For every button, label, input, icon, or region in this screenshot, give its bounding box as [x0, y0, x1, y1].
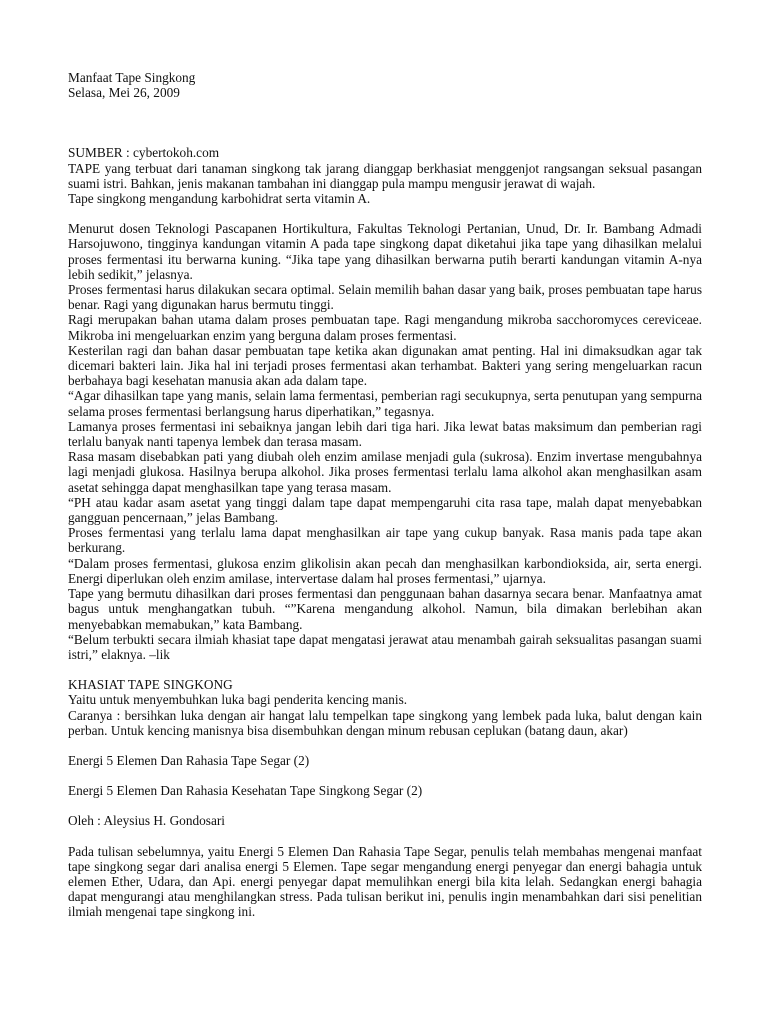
- body-paragraph: “Dalam proses fermentasi, glukosa enzim glikolisin akan pecah dan menghasilkan karbondioksida, air, serta energi. Energi diperlukan oleh enzim amilase, intervertase dalam hal proses fermentasi,” ujarnya.: [68, 555, 702, 586]
- spacer: [68, 206, 702, 221]
- document-date: Selasa, Mei 26, 2009: [68, 85, 180, 101]
- spacer: [68, 662, 702, 677]
- body-paragraph: Proses fermentasi yang terlalu lama dapat menghasilkan air tape yang cukup banyak. Rasa manis pada tape akan berkurang.: [68, 525, 702, 556]
- document-title: Manfaat Tape Singkong: [68, 70, 196, 85]
- body-paragraph: Kesterilan ragi dan bahan dasar pembuatan tape ketika akan digunakan amat penting. Hal ini dimaksudkan agar tak dicemari bakteri lain. Jika hal ini terjadi proses fermentasi akan terhambat. Bakteri yang sering mengeluarkan racun berbahaya bagi kesehatan manusia akan ada dalam tape.: [68, 342, 702, 389]
- khasiat-line: Caranya : bersihkan luka dengan air hangat lalu tempelkan tape singkong yang lembek pada luka, balut dengan kain perban. Untuk kencing manisnya bisa disembuhkan dengan minum rebusan ceplukan (batang daun, akar): [68, 707, 702, 738]
- spacer: [68, 768, 702, 783]
- body-paragraph: Rasa masam disebabkan pati yang diubah oleh enzim amilase menjadi gula (sukrosa). Enzim invertase mengubahnya lagi menjadi glukosa. Hasilnya berupa alkohol. Jika proses fermentasi terlalu lama alkohol akan menghasilkan asam asetat sehingga dapat menghasilkan tape yang terasa masam.: [68, 449, 702, 495]
- body-paragraph: Proses fermentasi harus dilakukan secara optimal. Selain memilih bahan dasar yang baik, proses pembuatan tape harus benar. Ragi yang digunakan harus bermutu tinggi.: [68, 282, 702, 313]
- khasiat-heading: KHASIAT TAPE SINGKONG: [68, 677, 233, 693]
- body-paragraph: Ragi merupakan bahan utama dalam proses pembuatan tape. Ragi mengandung mikroba sacchoromyces cereviceae. Mikroba ini mengeluarkan enzim yang berguna dalam proses fermentasi.: [68, 312, 702, 343]
- spacer: [68, 100, 702, 145]
- source-line: SUMBER : cybertokoh.com: [68, 145, 220, 161]
- closing-paragraph: Pada tulisan sebelumnya, yaitu Energi 5 Elemen Dan Rahasia Tape Segar, penulis telah membahas mengenai manfaat tape singkong segar dari analisa energi 5 Elemen. Tape segar mengandung energi penyegar dan energi bahagia untuk elemen Ether, Udara, dan Api. energi penyegar dapat memulihkan energi bila kita lelah. Sedangkan energi bahagia dapat mengurangi atau menghilangkan stress. Pada tulisan berikut ini, penulis ingin menambahkan dari sisi penelitian ilmiah mengenai tape singkong ini.: [68, 843, 702, 920]
- khasiat-line: Yaitu untuk menyembuhkan luka bagi penderita kencing manis.: [68, 692, 408, 708]
- body-paragraph: “Belum terbukti secara ilmiah khasiat tape dapat mengatasi jerawat atau menambah gairah seksualitas pasangan suami istri,” elaknya. –lik: [68, 631, 702, 662]
- spacer: [68, 738, 702, 753]
- body-paragraph: Tape yang bermutu dihasilkan dari proses fermentasi dan penggunaan bahan dasarnya secara benar. Manfaatnya amat bagus untuk menghangatkan tubuh. “”Karena mengandung alkohol. Namun, bila dimakan berlebihan akan menyebabkan memabukan,” kata Bambang.: [68, 586, 702, 632]
- intro-paragraph: Tape singkong mengandung karbohidrat serta vitamin A.: [68, 191, 371, 207]
- intro-paragraph: TAPE yang terbuat dari tanaman singkong tak jarang dianggap berkhasiat menggenjot rangsangan seksual pasangan suami istri. Bahkan, jenis makanan tambahan ini dianggap pula mampu mengusir jerawat di wajah.: [68, 160, 702, 191]
- section-title: Energi 5 Elemen Dan Rahasia Tape Segar (2): [68, 752, 310, 768]
- body-paragraph: “Agar dihasilkan tape yang manis, selain lama fermentasi, pemberian ragi secukupnya, serta penutupan yang sempurna selama proses fermentasi berlangsung harus diperhatikan,” tegasnya.: [68, 388, 702, 419]
- author-line: Oleh : Aleysius H. Gondosari: [68, 813, 225, 829]
- section-title: Energi 5 Elemen Dan Rahasia Kesehatan Tape Singkong Segar (2): [68, 783, 423, 799]
- spacer: [68, 829, 702, 844]
- spacer: [68, 798, 702, 813]
- body-paragraph: Menurut dosen Teknologi Pascapanen Hortikultura, Fakultas Teknologi Pertanian, Unud, Dr. Ir. Bambang Admadi Harsojuwono, tingginya kandungan vitamin A pada tape singkong dapat diketahui jika tape yang dihasilkan melalui proses fermentasi itu berwarna kuning. “Jika tape yang dihasilkan berwarna putih berarti kandungan vitamin A-nya lebih sedikit,” jelasnya.: [68, 221, 702, 282]
- body-paragraph: “PH atau kadar asam asetat yang tinggi dalam tape dapat mempengaruhi cita rasa tape, malah dapat menyebabkan gangguan pencernaan,” jelas Bambang.: [68, 494, 702, 526]
- document-body: [68, 70, 702, 920]
- body-paragraph: Lamanya proses fermentasi ini sebaiknya jangan lebih dari tiga hari. Jika lewat batas maksimum dan pemberian ragi terlalu banyak nanti tapenya lembek dan terasa masam.: [68, 418, 702, 450]
